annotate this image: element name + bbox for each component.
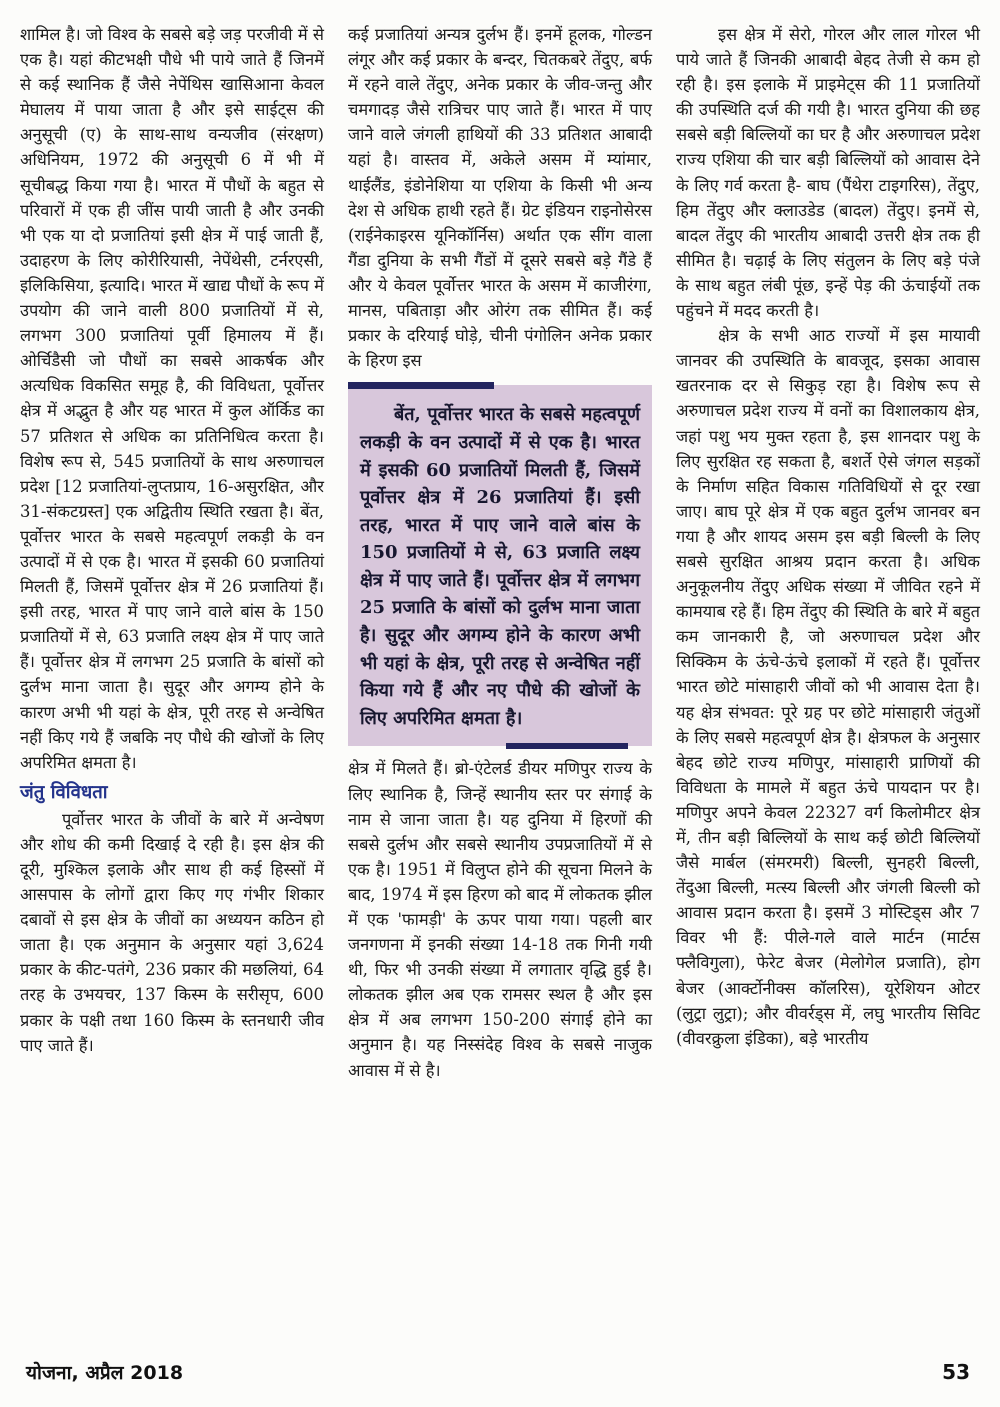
column-1 <box>20 22 324 1058</box>
column-2 <box>348 22 652 1083</box>
page-number: 53 <box>942 1360 970 1384</box>
col3-paragraph-big-cats: इस क्षेत्र में सेरो, गोरल और लाल गोरल भी पाये जाते हैं जिनकी आबादी बेहद तेजी से कम हो रही है। इस इलाके में प्राइमेट्स की 11 प्रजातियों की उपस्थिति दर्ज की गयी है। भारत दुनिया की छह सबसे बड़ी बिल्लियों का घर है और अरुणाचल प्रदेश राज्य एशिया की चार बड़ी बिल्लियों को आवास देने के लिए गर्व करता है- बाघ (पैंथेरा टाइगरिस), तेंदुए, हिम तेंदुए और क्लाउडेड (बादल) तेंदुए। इनमें से, बादल तेंदुए की भारतीय आबादी उत्तरी क्षेत्र तक ही सीमित है। चढ़ाई के लिए संतुलन के लिए बड़े पंजे के साथ बहुत लंबी पूंछ, इन्हें पेड़ की ऊंचाईयों तक पहुंचने में मदद करती है। <box>676 25 980 321</box>
col1-paragraph-fauna-research: पूर्वोत्तर भारत के जीवों के बारे में अन्वेषण और शोध की कमी दिखाई दे रही है। इस क्षेत्र की दूरी, मुश्किल इलाके और साथ ही कई हिस्सों में आसपास के लोगों द्वारा किए गए गंभीर शिकार दबावों से इस क्षेत्र के जीवों का अध्ययन कठिन हो जाता है। एक अनुमान के अनुसार यहां 3,624 प्रकार के कीट-पतंगे, 236 प्रकार की मछलियां, 64 तरह के उभयचर, 137 किस्म के सरीसृप, 600 प्रकार के पक्षी तथा 160 किस्म के स्तनधारी जीव पाए जाते हैं। <box>20 809 324 1055</box>
box-accent-top-rule <box>348 382 494 389</box>
journal-name-and-issue: योजना, अप्रैल 2018 <box>26 1362 184 1384</box>
col2-paragraph-rare-species: कई प्रजातियां अन्यत्र दुर्लभ हैं। इनमें हूलक, गोल्डन लंगूर और कई प्रकार के बन्दर, चितकबरे तेंदुए, बर्फ में रहने वाले तेंदुए, अनेक प्रकार के जीव-जन्तु और चमगादड़ जैसे रात्रिचर पाए जाते हैं। भारत में पाए जाने वाले जंगली हाथियों की 33 प्रतिशत आबादी यहां है। वास्तव में, अकेले असम में म्यांमार, थाईलैंड, इंडोनेशिया या एशिया के किसी भी अन्य देश से अधिक हाथी रहते हैं। ग्रेट इंडियन राइनोसेरस (राईनेकाइरस यूनिकॉर्निस) अर्थात एक सींग वाला गैंडा दुनिया के सभी गैंडों में दूसरे सबसे बड़े गैंडे हैं और ये केवल पूर्वोत्तर भारत के असम में काजीरंगा, मानस, पबिताड़ा और ओरंग तक सीमित हैं। कई प्रकार के दरियाई घोड़े, चीनी पंगोलिन अनेक प्रकार के हिरण इस <box>348 25 652 371</box>
section-heading-fauna-diversity: जंतु विविधता <box>20 781 108 803</box>
col3-paragraph-habitat-carnivores: क्षेत्र के सभी आठ राज्यों में इस मायावी जानवर की उपस्थिति के बावजूद, इसका आवास खतरनाक दर से सिकुड़ रहा है। विशेष रूप से अरुणाचल प्रदेश राज्य में वनों का विशालकाय क्षेत्र, जहां पशु भय मुक्त रहता है, इस शानदार पशु के लिए सुरक्षित रह सकता है, बशर्ते ऐसे जंगल सड़कों के निर्माण सहित विकास गतिविधियों से दूर रखा जाए। बाघ पूरे क्षेत्र में एक बहुत दुर्लभ जानवर बन गया है और शायद असम इस बड़ी बिल्ली के लिए सबसे सुरक्षित आश्रय प्रदान करता है। अधिक अनुकूलनीय तेंदुए अधिक संख्या में जीवित रहने में कामयाब रहे हैं। हिम तेंदुए की स्थिति के बारे में बहुत कम जानकारी है, जो अरुणाचल प्रदेश और सिक्किम के ऊंचे-ऊंचे इलाकों में रहते हैं। पूर्वोत्तर भारत छोटे मांसाहारी जीवों को भी आवास देता है। यह क्षेत्र संभवत: पूरे ग्रह पर छोटे मांसाहारी जंतुओं के लिए सबसे महत्वपूर्ण क्षेत्र है। क्षेत्रफल के अनुसार बेहद छोटे राज्य मणिपुर, मांसाहारी प्राणियों की विविधता के मामले में बहुत ऊंचे पायदान पर है। मणिपुर अपने केवल 22327 वर्ग किलोमीटर क्षेत्र में, तीन बड़ी बिल्लियों के साथ कई छोटी बिल्लियों जैसे मार्बल (संमरमरी) बिल्ली, सुनहरी बिल्ली, तेंदुआ बिल्ली, मत्स्य बिल्ली और जंगली बिल्ली को आवास प्रदान करता है। इसमें 3 मोस्टिड्स और 7 विवर भी हैं: पीले-गले वाले मार्टन (मार्टस फ्लैविगुला), फेरेट बेजर (मेलोगेल प्रजाति), होग बेजर (आर्क्टोनीक्स कॉलरिस), यूरेशियन ओटर (लुट्रा लुट्रा); और वीवर्रड्स में, लघु भारतीय सिविट (वीवरक्रुला इंडिका), बड़े भारतीय <box>676 326 980 1048</box>
page-footer <box>0 1359 1000 1407</box>
box-accent-bottom-rule <box>506 743 628 749</box>
column-3 <box>676 22 980 1051</box>
col1-paragraph-flora-continued: शामिल है। जो विश्व के सबसे बड़े जड़ परजीवी में से एक है। यहां कीटभक्षी पौधे भी पाये जाते हैं जिनमें से कई स्थानिक हैं जैसे नेपेंथिस खासिआना केवल मेघालय में पाया जाता है और इसे साईट्स की अनुसूची (ए) के साथ-साथ वन्यजीव (संरक्षण) अधिनियम, 1972 की अनुसूची 6 में भी में सूचीबद्ध किया गया है। भारत में पौधों के बहुत से परिवारों में एक ही जींस पायी जाती है और उनकी भी एक या दो प्रजातियां इसी क्षेत्र में पाई जाती हैं, उदाहरण के लिए कोरीरियासी, नेपेंथेसी, टर्नरएसी, इलिकिसिया, इत्यादि। भारत में खाद्य पौधों के रूप में उपयोग की जाने वाली 800 प्रजातियों में से, लगभग 300 प्रजातियां पूर्वी हिमालय में हैं। ओर्चिडैसी जो पौधों का सबसे आकर्षक और अत्यधिक विकसित समूह है, की विविधता, पूर्वोत्तर क्षेत्र में अद्भुत है और यह भारत में कुल ऑर्किड का 57 प्रतिशत से अधिक का प्रतिनिधित्व करता है। विशेष रूप से, 545 प्रजातियों के साथ अरुणाचल प्रदेश [12 प्रजातियां-लुप्तप्राय, 16-असुरक्षित, और 31-संकटग्रस्त] एक अद्वितीय स्थिति रखता है। बेंत, पूर्वोत्तर भारत के सबसे महत्वपूर्ण लकड़ी के वन उत्पादों में से एक है। भारत में इसकी 60 प्रजातियां मिलती हैं, जिसमें पूर्वोत्तर क्षेत्र में 26 प्रजातियां हैं। इसी तरह, भारत में पाए जाने वाले बांस के 150 प्रजातियों में से, 63 प्रजाति लक्ष्य क्षेत्र में पाए जाते हैं। पूर्वोत्तर क्षेत्र में लगभग 25 प्रजाति के बांसों को दुर्लभ माना जाता है। सुदूर और अगम्य होने के कारण अभी भी यहां के क्षेत्र, पूरी तरह से अन्वेषित नहीं किए गये हैं जबकि नए पौधे की खोजों के लिए अपरिमित क्षमता है। <box>20 25 324 772</box>
highlight-box-text: बेंत, पूर्वोत्तर भारत के सबसे महत्वपूर्ण लकड़ी के वन उत्पादों में से एक है। भारत में इसकी 60 प्रजातियों मिलती हैं, जिसमें पूर्वोत्तर क्षेत्र में 26 प्रजातियां हैं। इसी तरह, भारत में पाए जाने वाले बांस के 150 प्रजातियों मे से, 63 प्रजाति लक्ष्य क्षेत्र में पाए जाते हैं। पूर्वोत्तर क्षेत्र में लगभग 25 प्रजाति के बांसों को दुर्लभ माना जाता है। सुदूर और अगम्य होने के कारण अभी भी यहां के क्षेत्र, पूरी तरह से अन्वेषित नहीं किया गये हैं और नए पौधे की खोजों के लिए अपरिमित क्षमता है। <box>360 404 640 729</box>
col2-paragraph-sangai-deer: क्षेत्र में मिलते हैं। ब्रो-एंटेलर्ड डीयर मणिपुर राज्य के लिए स्थानिक है, जिन्हें स्थानीय स्तर पर संगाई के नाम से जाना जाता है। यह दुनिया में हिरणों की सबसे दुर्लभ और सबसे स्थानीय उपप्रजातियों में से एक है। 1951 में विलुप्त होने की सूचना मिलने के बाद, 1974 में इस हिरण को बाद में लोकतक झील में एक 'फामड़ी' के ऊपर पाया गया। पहली बार जनगणना में इनकी संख्या 14-18 तक गिनी गयी थी, फिर भी उनकी संख्या में लगातार वृद्धि हुई है। लोकतक झील अब एक रामसर स्थल है और इस क्षेत्र में अब लगभग 150-200 संगाई होने का अनुमान है। यह निस्संदेह विश्व के सबसे नाजुक आवास में से है। <box>348 759 652 1080</box>
highlight-box <box>348 385 652 746</box>
